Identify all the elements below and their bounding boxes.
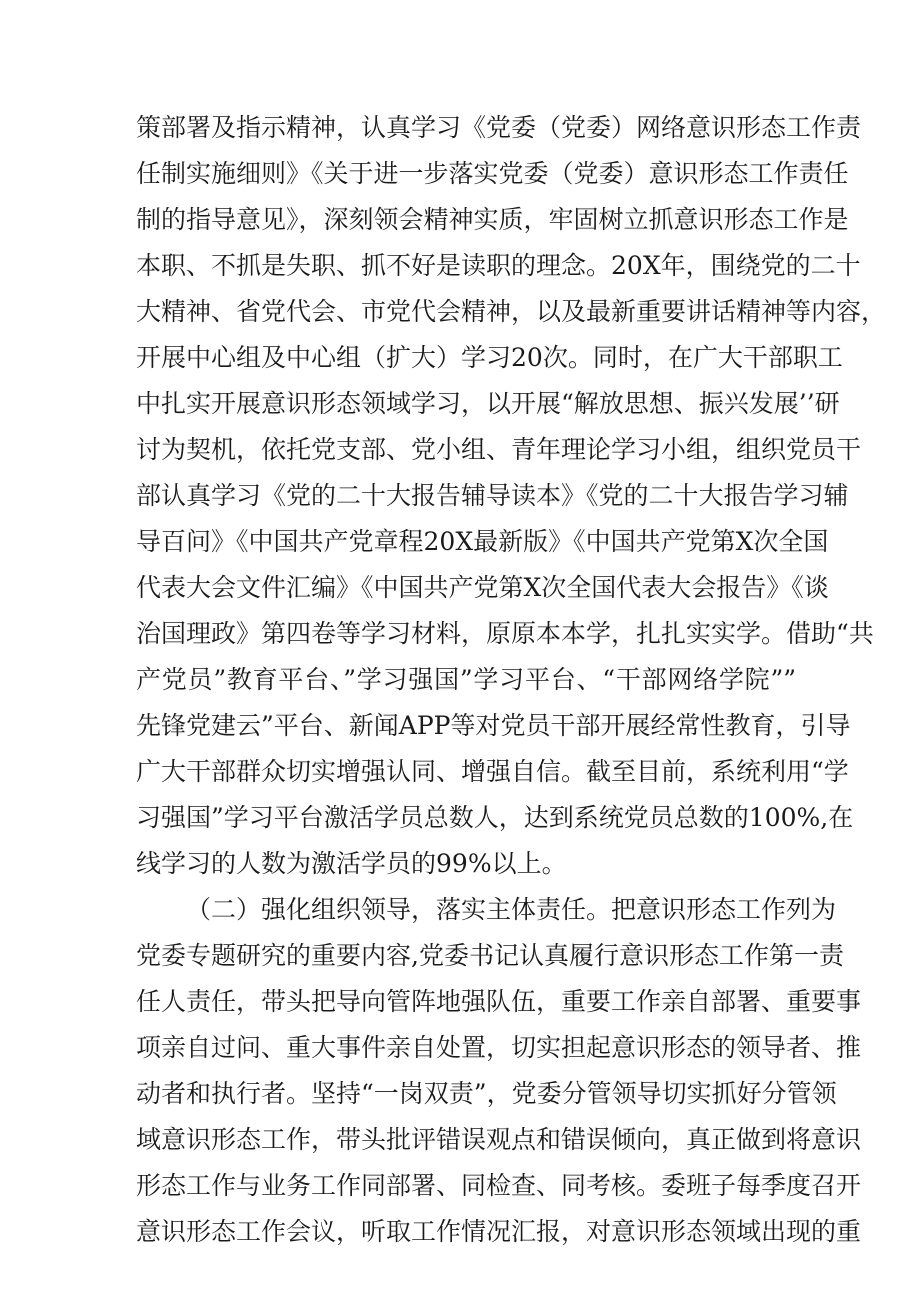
text-line: 项亲自过问、重大事件亲自处置，切实担起意识形态的领导者、推: [136, 1033, 862, 1062]
text-line: 党委专题研究的重要内容,党委书记认真履行意识形态工作第一责: [136, 941, 844, 970]
text-line: 线学习的人数为激活学员的99%以上。: [136, 849, 567, 878]
text-line: 意识形态工作会议，听取工作情况汇报，对意识形态领域出现的重: [136, 1217, 862, 1246]
text-line: 大精神、省党代会、市党代会精神，以及最新重要讲话精神等内容，: [136, 297, 887, 326]
text-line: 任人责任，带头把导向管阵地强队伍，重要工作亲自部署、重要事: [136, 987, 862, 1016]
text-line: 中扎实开展意识形态领域学习，以开展“解放思想、振兴发展’’研: [136, 389, 840, 418]
text-line: 习强国”学习平台激活学员总数人，达到系统党员总数的100%,在: [136, 803, 854, 832]
text-line: 代表大会文件汇编》《中国共产党第X次全国代表大会报告》《谈: [136, 573, 829, 602]
text-line: 讨为契机，依托党支部、党小组、青年理论学习小组，组织党员干: [136, 435, 862, 464]
text-line: 动者和执行者。坚持“一岗双责”，党委分管领导切实抓好分管领: [136, 1079, 837, 1108]
text-line: 导百问》《中国共产党章程20X最新版》《中国共产党第X次全国: [136, 527, 829, 556]
text-line: 开展中心组及中心组（扩大）学习20次。同时，在广大干部职工: [136, 343, 843, 372]
text-line: 部认真学习《党的二十大报告辅导读本》《党的二十大报告学习辅: [136, 481, 849, 510]
text-line: 治国理政》第四卷等学习材料，原原本本学，扎扎实实学。借助“共: [136, 619, 874, 648]
text-line: 域意识形态工作，带头批评错误观点和错误倾向，真正做到将意识: [136, 1125, 862, 1154]
text-line: 策部署及指示精神，认真学习《党委（党委）网络意识形态工作责: [136, 113, 862, 142]
text-line: 任制实施细则》《关于进一步落实党委（党委）意识形态工作责任: [136, 159, 849, 188]
text-line: 广大干部群众切实增强认同、增强自信。截至目前，系统利用“学: [136, 757, 849, 786]
text-line: 形态工作与业务工作同部署、同检查、同考核。委班子每季度召开: [136, 1171, 862, 1200]
text-line: 先锋党建云”平台、新闻APP等对党员干部开展经常性教育，引导: [136, 711, 851, 740]
text-line: （二）强化组织领导，落实主体责任。把意识形态工作列为: [186, 895, 837, 924]
text-line: 本职、不抓是失职、抓不好是读职的理念。20X年，围绕党的二十: [136, 251, 861, 280]
text-line: 制的指导意见》，深刻领会精神实质，牢固树立抓意识形态工作是: [136, 205, 849, 234]
text-line: 产党员”教育平台、”学习强国”学习平台、“干部网络学院””: [136, 665, 796, 694]
